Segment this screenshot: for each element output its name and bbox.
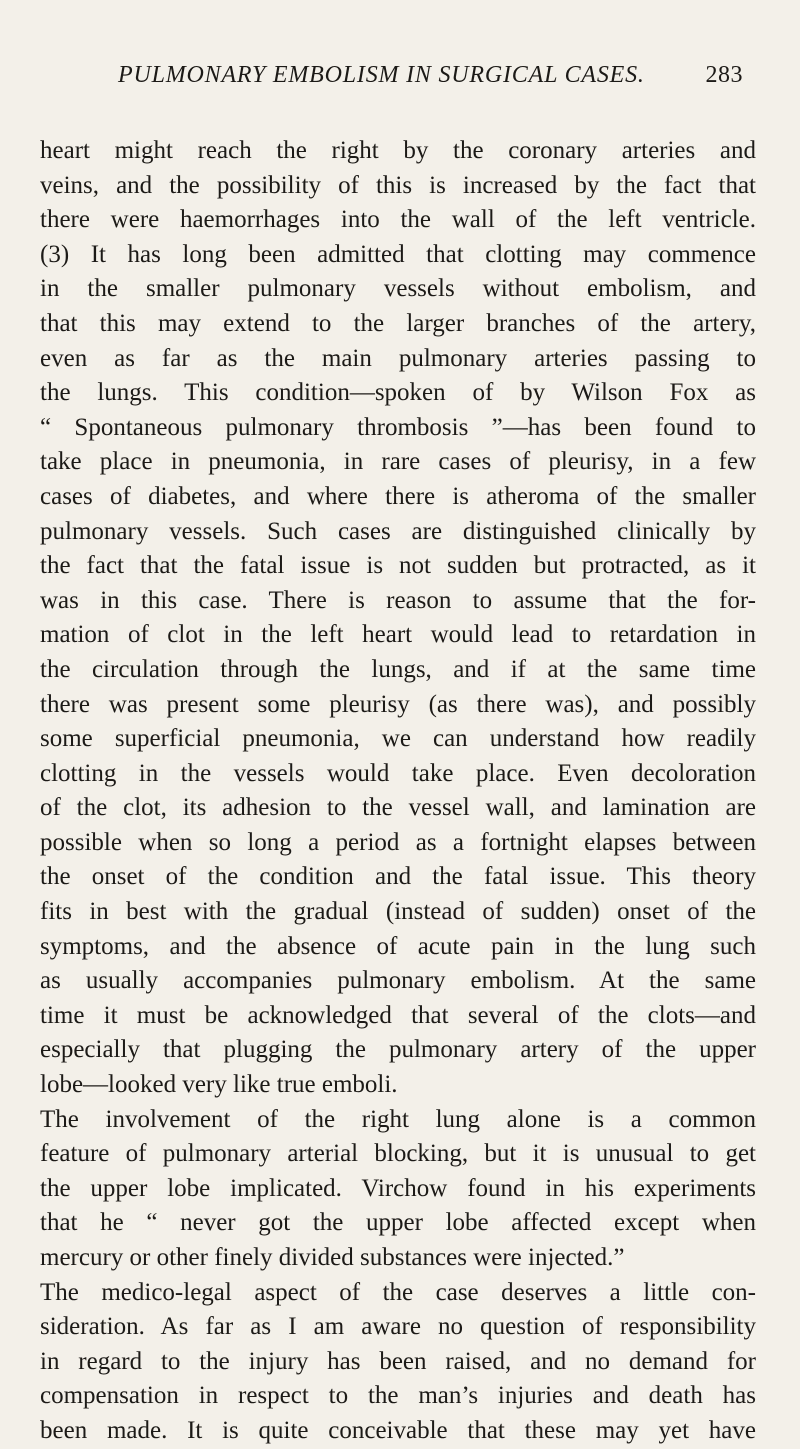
text-line: was in this case. There is reason to assume that the for-: [40, 586, 756, 614]
text-line: The medico-legal aspect of the case deserves a little con-: [40, 1278, 756, 1306]
running-title: PULMONARY EMBOLISM IN SURGICAL CASES.: [118, 62, 645, 88]
text-line: of the clot, its adhesion to the vessel wall, and lamination are: [40, 794, 756, 822]
text-line: mation of clot in the left heart would lead to retardation in: [40, 621, 756, 649]
text-line: symptoms, and the absence of acute pain in the lung such: [40, 932, 756, 960]
text-line: feature of pulmonary arterial blocking, but it is unusual to get: [40, 1140, 756, 1168]
text-line: the circulation through the lungs, and if at the same time: [40, 655, 756, 683]
text-line: the lungs. This condition—spoken of by Wilson Fox as: [40, 379, 756, 407]
text-line: time it must be acknowledged that several of the clots—and: [40, 1001, 756, 1029]
text-line: that this may extend to the larger branches of the artery,: [40, 309, 756, 337]
page-number: 283: [705, 62, 743, 88]
text-line: that he “ never got the upper lobe affected except when: [40, 1209, 756, 1237]
text-line: fits in best with the gradual (instead of sudden) onset of the: [40, 898, 756, 926]
text-line: take place in pneumonia, in rare cases of pleurisy, in a few: [40, 448, 756, 476]
text-line: been made. It is quite conceivable that these may yet have: [40, 1416, 756, 1444]
text-line: compensation in respect to the man’s injuries and death has: [40, 1382, 756, 1410]
text-line: the upper lobe implicated. Virchow found in his experiments: [40, 1174, 756, 1202]
text-line: “ Spontaneous pulmonary thrombosis ”—has been found to: [40, 413, 756, 441]
text-line: even as far as the main pulmonary arteries passing to: [40, 344, 756, 372]
text-line: lobe—looked very like true emboli.: [40, 1071, 398, 1099]
text-line: as usually accompanies pulmonary embolism. At the same: [40, 967, 756, 995]
text-line: sideration. As far as I am aware no question of responsibility: [40, 1313, 756, 1341]
text-line: The involvement of the right lung alone is a common: [40, 1105, 756, 1133]
text-line: clotting in the vessels would take place. Even decoloration: [40, 759, 756, 787]
text-line: in regard to the injury has been raised, and no demand for: [40, 1347, 756, 1375]
text-line: veins, and the possibility of this is increased by the fact that: [40, 171, 756, 199]
text-line: in the smaller pulmonary vessels without embolism, and: [40, 275, 756, 303]
body-text: [40, 134, 756, 1449]
text-line: heart might reach the right by the coronary arteries and: [40, 137, 756, 164]
text-line: the onset of the condition and the fatal issue. This theory: [40, 863, 756, 891]
text-line: especially that plugging the pulmonary artery of the upper: [40, 1036, 756, 1064]
text-line: (3) It has long been admitted that clotting may commence: [40, 240, 756, 268]
text-line: pulmonary vessels. Such cases are distinguished clinically by: [40, 517, 756, 545]
text-line: some superficial pneumonia, we can understand how readily: [40, 725, 756, 753]
text-line: cases of diabetes, and where there is atheroma of the smaller: [40, 482, 756, 510]
text-line: the fact that the fatal issue is not sudden but protracted, as it: [40, 552, 756, 580]
text-line: there were haemorrhages into the wall of the left ventricle.: [40, 206, 756, 234]
text-line: mercury or other finely divided substances were injected.”: [40, 1244, 625, 1271]
text-line: there was present some pleurisy (as there was), and possibly: [40, 690, 756, 718]
text-line: possible when so long a period as a fortnight elapses between: [40, 828, 756, 856]
page-header: [0, 62, 800, 98]
